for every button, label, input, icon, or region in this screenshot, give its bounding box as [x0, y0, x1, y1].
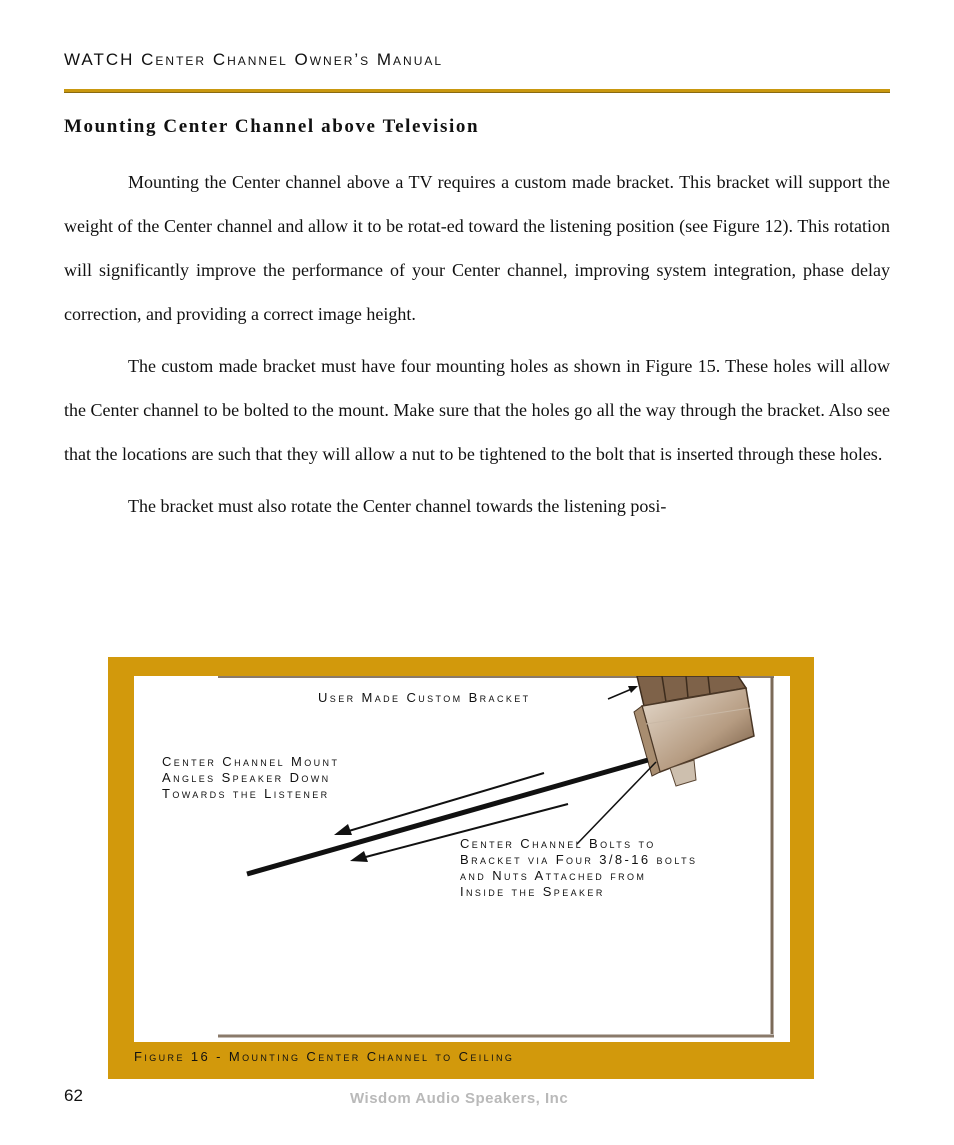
running-header: WATCH Center Channel Owner’s Manual: [64, 50, 444, 69]
header-rule: [64, 89, 890, 93]
figure-frame: [108, 657, 814, 1079]
mount-label: Center Channel Mount Angles Speaker Down Towards the Listener: [162, 754, 340, 801]
section-title: Mounting Center Channel above Television: [64, 116, 480, 137]
bracket-label: User Made Custom Bracket: [318, 690, 531, 705]
body-text: [64, 160, 890, 528]
footer-brand-logo: Wisdom Audio Speakers, Inc: [350, 1090, 569, 1107]
figure-drawing: [134, 676, 790, 1042]
paragraph: The custom made bracket must have four mounting holes as shown in Figure 15. These holes will allow the Center channel to be bolted to the mount. Make sure that the holes go all the way through the bracket. Also see that the locations are such that they will allow a nut to be tightened to the bolt that is inserted through these holes.: [64, 356, 890, 464]
bolts-label: Center Channel Bolts to Bracket via Four 3/8-16 bolts and Nuts Attached from Inside the Speaker: [460, 836, 698, 899]
paragraph: The bracket must also rotate the Center channel towards the listening posi-: [128, 496, 667, 516]
page-number: 62: [64, 1086, 83, 1105]
paragraph: Mounting the Center channel above a TV requires a custom made bracket. This bracket will support the weight of the Center channel and allow it to be rotat-ed toward the listening position (see Figure 12). This rotation will significantly improve the performance of your Center channel, improving system integration, phase delay correction, and providing a correct image height.: [64, 172, 890, 324]
figure-caption: Figure 16 - Mounting Center Channel to Ceiling: [134, 1049, 515, 1064]
